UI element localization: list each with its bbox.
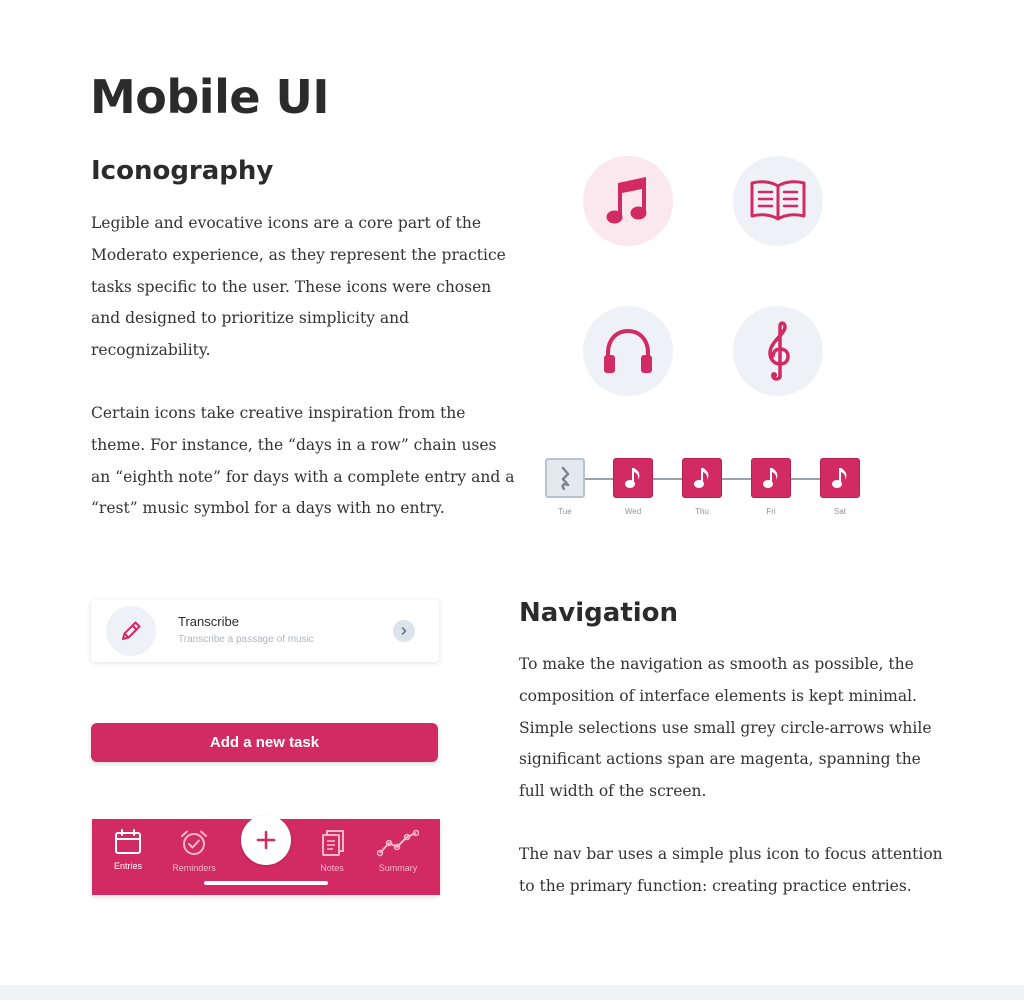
text-line: Legible and evocative icons are a core part of the: [91, 214, 482, 232]
calendar-icon: [114, 829, 142, 855]
chain-day-label: Fri: [766, 507, 776, 516]
chain-day-label: Sat: [833, 507, 846, 516]
page-title: Mobile UI: [90, 70, 330, 124]
home-indicator: [204, 881, 328, 885]
navigation-paragraph-2: [519, 839, 943, 903]
eighth-note-icon: [751, 458, 791, 498]
text-line: To make the navigation as smooth as possible, the: [519, 655, 914, 673]
chain-day-label: Tue: [558, 507, 572, 516]
alarm-clock-icon: [179, 829, 209, 857]
text-line: “rest” music symbol for a days with no entry.: [91, 499, 445, 518]
nav-item-reminders[interactable]: [159, 829, 229, 873]
text-line: theme. For instance, the “days in a row” chain uses: [91, 435, 497, 454]
add-new-task-button[interactable]: Add a new task: [91, 723, 438, 762]
chevron-right-icon[interactable]: [393, 620, 415, 642]
text-line: significant actions span are magenta, spanning the: [519, 750, 921, 769]
chain-day-label: Wed: [624, 507, 642, 516]
text-line: and designed to prioritize simplicity and: [91, 309, 410, 328]
text-line: recognizability.: [91, 341, 211, 360]
chain-day-tue: [545, 458, 585, 516]
nav-item-notes[interactable]: [297, 829, 367, 873]
text-line: Simple selections use small grey circle-arrows while: [519, 718, 932, 737]
plus-icon[interactable]: [241, 815, 291, 865]
navigation-heading: Navigation: [519, 598, 679, 628]
text-line: composition of interface elements is kept minimal.: [519, 686, 917, 705]
text-line: full width of the screen.: [519, 782, 707, 801]
task-card-transcribe[interactable]: [91, 600, 439, 662]
text-line: to the primary function: creating practice entries.: [519, 876, 912, 895]
chain-day-fri: [751, 458, 791, 516]
chain-day-thu: [682, 458, 722, 516]
text-line: Moderato experience, as they represent the practice: [91, 245, 506, 264]
text-line: tasks specific to the user. These icons were chosen: [91, 277, 492, 296]
nav-label: Entries: [113, 861, 142, 871]
line-chart-icon: [377, 829, 419, 857]
nav-label: Notes: [320, 863, 344, 873]
chain-day-label: Thu: [695, 507, 709, 516]
notes-icon: [319, 829, 345, 857]
page-bottom-band: [0, 985, 1024, 1000]
task-title: Transcribe: [178, 614, 239, 629]
eighth-note-icon: [820, 458, 860, 498]
nav-item-entries[interactable]: [93, 829, 163, 871]
iconography-heading: Iconography: [91, 156, 274, 186]
iconography-paragraph-1: [91, 208, 506, 367]
music-note-icon: [583, 156, 673, 246]
text-line: Certain icons take creative inspiration from the: [91, 404, 466, 422]
navigation-paragraph-1: [519, 649, 932, 808]
bottom-nav-bar: [92, 819, 440, 895]
headphones-icon: [583, 306, 673, 396]
treble-clef-icon: [733, 306, 823, 396]
task-subtitle: Transcribe a passage of music: [178, 634, 314, 645]
rest-icon: [545, 458, 585, 498]
eighth-note-icon: [613, 458, 653, 498]
chain-day-sat: [820, 458, 860, 516]
pencil-icon: [106, 606, 156, 656]
open-book-icon: [733, 156, 823, 246]
nav-label: Summary: [378, 863, 418, 873]
nav-label: Reminders: [172, 863, 216, 873]
eighth-note-icon: [682, 458, 722, 498]
nav-item-summary[interactable]: [363, 829, 433, 873]
text-line: an “eighth note” for days with a complete entry and a: [91, 467, 515, 486]
iconography-paragraph-2: [91, 398, 514, 525]
text-line: The nav bar uses a simple plus icon to focus attention: [519, 845, 943, 863]
chain-day-wed: [613, 458, 653, 516]
